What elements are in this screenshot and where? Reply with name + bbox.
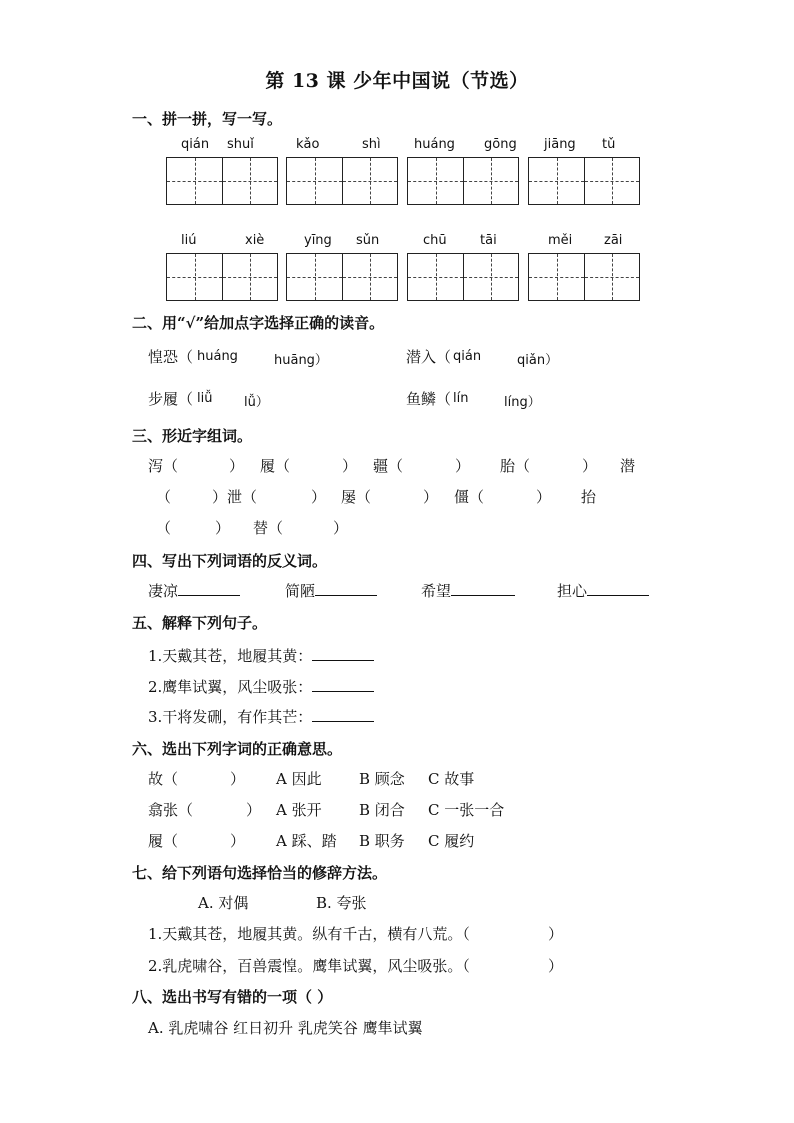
antonym-item xyxy=(285,580,377,601)
answer-blank[interactable] xyxy=(312,646,374,661)
option-a[interactable]: huáng xyxy=(197,349,238,364)
word: 担心 xyxy=(557,582,588,600)
option-c[interactable]: C 一张一合 xyxy=(428,801,505,819)
sentence-item xyxy=(148,645,374,666)
section-3-heading: 三、形近字组词。 xyxy=(132,427,253,445)
option-b[interactable]: huāng） xyxy=(274,353,328,368)
paren-close: ） xyxy=(215,519,231,537)
writing-grid[interactable] xyxy=(407,253,519,301)
pinyin: liú xyxy=(181,233,197,248)
char-item: 胎（ xyxy=(500,457,531,475)
pinyin: zāi xyxy=(604,233,623,248)
char-item: 僵（ xyxy=(454,488,485,506)
char-item: 抬 xyxy=(581,488,597,506)
paren-close: ） xyxy=(230,770,246,788)
option-a[interactable]: A 踩、踏 xyxy=(276,832,337,850)
writing-grid[interactable] xyxy=(286,253,398,301)
option-b[interactable]: B 闭合 xyxy=(359,801,405,819)
pinyin: xiè xyxy=(245,233,265,248)
word-item: 潜入（ xyxy=(406,348,452,366)
rhetoric-item: 1.天戴其苍，地履其黄。纵有千古，横有八荒。（ xyxy=(148,925,470,943)
writing-grid[interactable] xyxy=(528,157,640,205)
pinyin: gōng xyxy=(484,137,517,152)
pinyin: tǔ xyxy=(602,137,616,152)
char-item: 潜 xyxy=(620,457,636,475)
antonym-item xyxy=(421,580,515,601)
paren-open: （ xyxy=(156,488,172,506)
section-8-heading: 八、选出书写有错的一项（ ） xyxy=(132,988,333,1006)
word: 简陋 xyxy=(285,582,316,600)
section-4-heading: 四、写出下列词语的反义词。 xyxy=(132,552,328,570)
pinyin: shuǐ xyxy=(227,137,254,152)
pinyin: tāi xyxy=(480,233,497,248)
paren-close: ） xyxy=(229,457,245,475)
paren-close: ） xyxy=(423,488,439,506)
word: 凄凉 xyxy=(148,582,179,600)
option-b[interactable]: B 职务 xyxy=(359,832,405,850)
option-a[interactable]: A 因此 xyxy=(276,770,322,788)
paren-open: （ xyxy=(156,519,172,537)
meaning-word: 故（ xyxy=(148,770,179,788)
option-b[interactable]: lǚ） xyxy=(244,395,269,410)
option-a[interactable]: A 张开 xyxy=(276,801,322,819)
writing-grid[interactable] xyxy=(528,253,640,301)
section-6-heading: 六、选出下列字词的正确意思。 xyxy=(132,740,343,758)
writing-grid[interactable] xyxy=(286,157,398,205)
paren-close: ） xyxy=(536,488,552,506)
paren-close: ） xyxy=(230,832,246,850)
paren-close: ） xyxy=(342,457,358,475)
antonym-item xyxy=(148,580,240,601)
option-a[interactable]: qián xyxy=(453,349,482,364)
paren-close: ） xyxy=(246,801,262,819)
meaning-word: 翕张（ xyxy=(148,801,194,819)
antonym-item xyxy=(557,580,649,601)
rhetoric-option-a: A. 对偶 xyxy=(198,894,249,912)
pinyin: chū xyxy=(423,233,447,248)
pinyin: kǎo xyxy=(296,137,320,152)
paren-close: ） xyxy=(455,457,471,475)
paren-close: ） xyxy=(548,925,564,943)
char-item: 屡（ xyxy=(341,488,372,506)
paren-close: ） xyxy=(548,957,564,975)
section-1-heading: 一、拼一拼，写一写。 xyxy=(132,110,283,128)
pinyin: jiāng xyxy=(544,137,576,152)
sentence-item xyxy=(148,706,374,727)
meaning-word: 履（ xyxy=(148,832,179,850)
section-2-heading: 二、用“√”给加点字选择正确的读音。 xyxy=(132,314,385,332)
page-title: 第 13 课 少年中国说（节选） xyxy=(265,70,529,92)
answer-blank[interactable] xyxy=(315,581,377,596)
writing-grid[interactable] xyxy=(166,157,278,205)
option-b[interactable]: B 顾念 xyxy=(359,770,405,788)
answer-blank[interactable] xyxy=(451,581,515,596)
sentence-item xyxy=(148,676,374,697)
pinyin: shì xyxy=(362,137,381,152)
rhetoric-option-b: B. 夸张 xyxy=(316,894,367,912)
option-a[interactable]: liǚ xyxy=(197,391,213,406)
word: 希望 xyxy=(421,582,452,600)
pinyin: měi xyxy=(548,233,573,248)
word-item: 鱼鳞（ xyxy=(406,390,452,408)
answer-blank[interactable] xyxy=(587,581,649,596)
writing-grid[interactable] xyxy=(166,253,278,301)
word-item: 步履（ xyxy=(148,390,194,408)
option-c[interactable]: C 履约 xyxy=(428,832,475,850)
pinyin: huáng xyxy=(414,137,455,152)
answer-blank[interactable] xyxy=(178,581,240,596)
char-item: ）泄（ xyxy=(212,488,258,506)
paren-close: ） xyxy=(311,488,327,506)
section-7-heading: 七、给下列语句选择恰当的修辞方法。 xyxy=(132,864,388,882)
option-a[interactable]: lín xyxy=(453,391,469,406)
option-b[interactable]: líng） xyxy=(504,395,541,410)
paren-close: ） xyxy=(333,519,349,537)
option-c[interactable]: C 故事 xyxy=(428,770,475,788)
answer-blank[interactable] xyxy=(312,707,374,722)
writing-grid[interactable] xyxy=(407,157,519,205)
rhetoric-item: 2.乳虎啸谷，百兽震惶。鹰隼试翼，风尘吸张。（ xyxy=(148,957,470,975)
paren-close: ） xyxy=(582,457,598,475)
answer-blank[interactable] xyxy=(312,677,374,692)
pinyin: qián xyxy=(181,137,210,152)
pinyin: sǔn xyxy=(356,233,380,248)
sentence: 2.鹰隼试翼，风尘吸张： xyxy=(148,678,313,696)
pinyin: yīng xyxy=(304,233,332,248)
option-b[interactable]: qiǎn） xyxy=(517,353,559,368)
char-item: 泻（ xyxy=(148,457,179,475)
char-item: 替（ xyxy=(253,519,284,537)
sentence: 3.干将发硎，有作其芒： xyxy=(148,708,313,726)
word-item: 惶恐（ xyxy=(148,348,194,366)
char-item: 疆（ xyxy=(373,457,404,475)
char-item: 履（ xyxy=(260,457,291,475)
sentence: 1.天戴其苍，地履其黄： xyxy=(148,647,313,665)
spelling-options: A. 乳虎啸谷 红日初升 乳虎笑谷 鹰隼试翼 xyxy=(148,1019,423,1037)
section-5-heading: 五、解释下列句子。 xyxy=(132,614,268,632)
